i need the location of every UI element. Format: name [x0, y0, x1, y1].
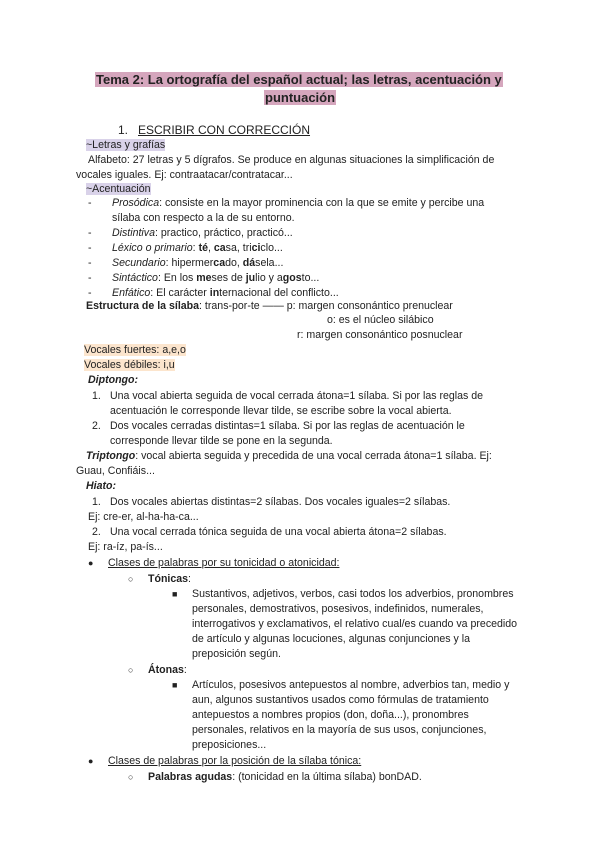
- text: té: [198, 242, 208, 254]
- hiato-heading: Hiato:: [86, 480, 117, 492]
- vocales-debiles: [84, 358, 175, 372]
- list-item: - Enfático: El carácter internacional del conflicto...: [88, 287, 339, 299]
- text: :: [192, 242, 199, 254]
- title-text: puntuación: [265, 90, 336, 105]
- section-number: 1.: [118, 123, 129, 137]
- text: Vocales fuertes: a,e,o: [84, 344, 186, 356]
- text: Una vocal abierta seguida de vocal cerrada átona=1 sílaba. Si por las reglas de: [110, 390, 484, 402]
- text: : vocal abierta seguida y precedida de una vocal cerrada átona=1 sílaba. Ej:: [135, 450, 492, 462]
- section-heading: [118, 123, 310, 137]
- text: Vocales débiles: i,u: [84, 359, 175, 371]
- list-item: - Distintiva: practico, práctico, practicó...: [88, 227, 293, 239]
- term: Léxico o primario: [112, 242, 193, 254]
- circle-bullet-icon: ○: [128, 665, 134, 675]
- page-title-line2: [264, 91, 336, 106]
- text: : hipermer: [165, 257, 214, 269]
- term: Prosódica: [112, 197, 160, 209]
- subsub-item: [172, 678, 509, 692]
- continuation: de artículo y algunas locuciones, algunas conjunciones y la: [192, 633, 470, 645]
- list-item: [92, 389, 483, 403]
- text: Artículos, posesivos antepuestos al nombre, adverbios tan, medio y: [192, 679, 510, 691]
- text: : El carácter: [150, 287, 210, 299]
- example: Ej: ra-íz, pa-ís...: [88, 541, 163, 553]
- text: ,: [207, 242, 214, 254]
- text: ca: [213, 242, 226, 254]
- acentuacion-heading-text: ~Acentuación: [86, 183, 151, 195]
- text: : trans-por-te —— p: margen consonántico prenuclear: [199, 300, 453, 312]
- vocales-fuertes: [84, 343, 186, 357]
- text: ternacional del conflicto...: [219, 287, 339, 299]
- bullet-item: [88, 556, 339, 570]
- number: 1.: [92, 390, 101, 402]
- number: 2.: [92, 420, 101, 432]
- text: in: [209, 287, 220, 299]
- term: Sintáctico: [112, 272, 158, 284]
- list-item-continuation: acentuación le corresponde llevar tilde, se escribe sobre la vocal abierta.: [110, 405, 452, 417]
- text: Clases de palabras por la posición de la sílaba tónica:: [108, 755, 362, 767]
- circle-bullet-icon: ○: [128, 574, 134, 584]
- list-item-continuation: sílaba con respecto a la de su entorno.: [112, 212, 295, 224]
- subbullet-item: [128, 663, 187, 677]
- term: Estructura de la sílaba: [86, 300, 200, 312]
- number: 2.: [92, 526, 101, 538]
- list-item: - Léxico o primario: té, casa, triciclo...: [88, 242, 283, 254]
- bullet-item: [88, 754, 361, 768]
- continuation: antepuestos a nombres propios (don, doña...), pronombres: [192, 709, 469, 721]
- list-item: [92, 495, 450, 509]
- text: : practico, práctico, practicó...: [154, 227, 293, 239]
- letras-heading: [86, 138, 165, 152]
- text: ca: [213, 257, 226, 269]
- text: ses de: [211, 272, 246, 284]
- continuation: aun, algunos sustantivos usados como fórmulas de tratamiento: [192, 694, 489, 706]
- text: Dos vocales abiertas distintas=2 sílabas. Dos vocales iguales=2 sílabas.: [110, 496, 451, 508]
- square-bullet-icon: ■: [172, 680, 178, 690]
- subbullet-item: [128, 572, 191, 586]
- title-text: Tema 2: La ortografía del español actual; las letras, acentuación y: [96, 72, 502, 87]
- estructura-o: o: es el núcleo silábico: [327, 314, 434, 326]
- list-item-continuation: corresponde llevar tilde se pone en la segunda.: [110, 435, 333, 447]
- term: Distintiva: [112, 227, 155, 239]
- continuation: personales, demostrativos, posesivos, indefinidos, numerales,: [192, 603, 484, 615]
- text: gos: [282, 272, 302, 284]
- paragraph-line: Alfabeto: 27 letras y 5 dígrafos. Se produce en algunas situaciones la simplificación de: [88, 154, 495, 166]
- text: ju: [245, 272, 256, 284]
- text: Palabras agudas: [148, 771, 233, 783]
- bullet-icon: ●: [88, 756, 94, 766]
- text: : En los: [157, 272, 197, 284]
- text: :: [188, 573, 191, 585]
- square-bullet-icon: ■: [172, 589, 178, 599]
- continuation: preposiciones...: [192, 739, 267, 751]
- term: Enfático: [112, 287, 151, 299]
- continuation: interrogativos y exclamativos, el relativo cual/es cuando va precedido: [192, 618, 518, 630]
- text: dá: [242, 257, 256, 269]
- acentuacion-heading: [86, 182, 151, 196]
- letras-heading-text: ~Letras y grafías: [86, 139, 166, 151]
- subbullet-item: [128, 770, 422, 784]
- list-item: [92, 525, 447, 539]
- list-item: [92, 419, 465, 433]
- continuation: personales, relativos en la mayoría de sus usos, conjunciones,: [192, 724, 487, 736]
- continuation: preposición según.: [192, 648, 281, 660]
- section-title: ESCRIBIR CON CORRECCIÓN: [138, 123, 311, 137]
- example: Ej: cre-er, al-ha-ha-ca...: [88, 511, 199, 523]
- diptongo-heading: Diptongo:: [88, 374, 139, 386]
- text: :: [183, 664, 187, 676]
- text: lio y a: [255, 272, 283, 284]
- term: Secundario: [112, 257, 166, 269]
- text: clo...: [260, 242, 283, 254]
- list-item: - Prosódica: consiste en la mayor prominencia con la que se emite y percibe una: [88, 197, 485, 209]
- list-item: - Sintáctico: En los meses de julio y agosto...: [88, 272, 320, 284]
- text: Una vocal cerrada tónica seguida de una vocal abierta átona=2 sílabas.: [110, 526, 447, 538]
- number: 1.: [92, 496, 101, 508]
- estructura-line: [86, 299, 453, 313]
- text: : consiste en la mayor prominencia con la que se emite y percibe una: [159, 197, 485, 209]
- text: do,: [225, 257, 243, 269]
- paragraph-line: vocales iguales. Ej: contraatacar/contratacar...: [76, 169, 293, 181]
- text: ci: [251, 242, 261, 254]
- text: Tónicas: [148, 573, 189, 585]
- text: sa, tri: [225, 242, 252, 254]
- subsub-item: [172, 587, 514, 601]
- term: Triptongo: [86, 450, 136, 462]
- text: Clases de palabras por su tonicidad o atonicidad:: [108, 557, 340, 569]
- text: me: [196, 272, 212, 284]
- text: to...: [301, 272, 320, 284]
- text: Dos vocales cerradas distintas=1 sílaba. Si por las reglas de acentuación le: [110, 420, 465, 432]
- list-item: - Secundario: hipermercado, dásela...: [88, 257, 284, 269]
- triptongo-line: [86, 449, 492, 463]
- paragraph-line: Guau, Confiáis...: [76, 465, 155, 477]
- estructura-r: r: margen consonántico posnuclear: [297, 329, 463, 341]
- text: Átonas: [148, 664, 184, 676]
- text: Sustantivos, adjetivos, verbos, casi todos los adverbios, pronombres: [192, 588, 514, 600]
- circle-bullet-icon: ○: [128, 772, 134, 782]
- text: : (tonicidad en la última sílaba) bonDAD.: [232, 771, 422, 783]
- bullet-icon: ●: [88, 558, 94, 568]
- page-title-line1: [95, 73, 503, 88]
- text: sela...: [255, 257, 284, 269]
